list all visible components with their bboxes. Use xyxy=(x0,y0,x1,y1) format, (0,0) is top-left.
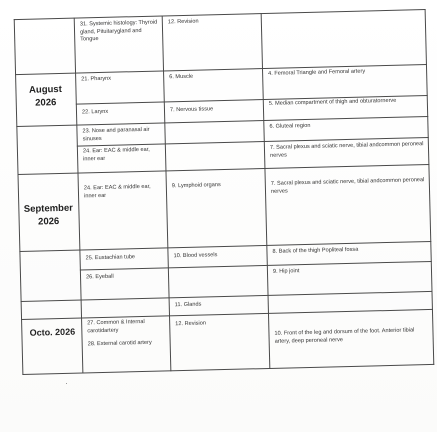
cell-topic: 23. Nose and paranasal air sinuses xyxy=(82,126,150,143)
cell-topic: 9. Lymphoid organs xyxy=(171,182,221,190)
table-border-bottom xyxy=(22,364,434,375)
cell-topic: 7. Nervous tissue xyxy=(169,106,214,114)
row-divider xyxy=(17,164,429,175)
cell-topic: 7. Sacral plexus and sciatic nerve, tibial andcommon peroneal nerves xyxy=(269,141,424,159)
cell-topic: 12. Revision xyxy=(167,18,199,26)
row-divider xyxy=(21,309,433,320)
cell-topic: 11. Glands xyxy=(174,301,202,309)
table-border-right xyxy=(425,9,435,365)
column-divider xyxy=(74,18,84,374)
month-september xyxy=(18,203,79,230)
month-august xyxy=(17,84,74,111)
cell-topic: 21. Pharynx xyxy=(81,75,112,83)
cell-topic: 27. Common & Internal carotidartery xyxy=(87,318,145,335)
cell-topic: 4. Femoral Triangle and Femoral artery xyxy=(268,68,366,77)
cell-topic: 10. Blood vessels xyxy=(173,252,218,260)
month-year: 2026 xyxy=(37,215,60,228)
cell-topic: 26. Eyeball xyxy=(85,273,114,281)
month-name: August xyxy=(28,83,62,96)
cell-topic: 6. Gluteal region xyxy=(269,122,311,130)
month-year: 2026 xyxy=(35,96,57,109)
cell-topic: 9. Hip joint xyxy=(272,268,300,275)
cell-topic: 5. Median compartment of thigh and obturatornerve xyxy=(268,97,397,107)
cell-topic: 28. External carotid artery xyxy=(87,339,152,348)
column-divider xyxy=(261,13,271,369)
cell-topic: 22. Larynx xyxy=(81,108,109,116)
cell-topic: 10. Front of the leg and dorsum of the foot. Anterior tibial artery, deep peroneal nerve xyxy=(274,327,415,345)
cell-topic: 7. Sacral plexus and sciatic nerve, tibial andcommon peroneal nerves xyxy=(270,177,425,195)
schedule-table xyxy=(14,9,435,375)
cell-topic: 8. Back of the thigh Popliteal fossa xyxy=(272,246,359,255)
cell-topic: 31. Systemic histology: Thyroid gland, Pituitarygland and Tongue xyxy=(79,19,158,43)
month-name: September xyxy=(23,202,74,215)
cell-topic: 24. Ear: EAC & middle ear, inner ear xyxy=(83,183,151,200)
month-name: Octo. 2026 xyxy=(29,326,76,338)
cell-topic: 25. Eustachian tube xyxy=(85,254,136,262)
cell-topic: 12. Revision xyxy=(175,320,207,328)
cell-topic: 6. Muscle xyxy=(169,73,194,81)
table-border-left xyxy=(14,19,24,375)
month-october xyxy=(23,326,81,340)
scan-speck xyxy=(66,383,67,384)
cell-topic: 24. Ear: EAC & middle ear, inner ear xyxy=(82,146,150,163)
